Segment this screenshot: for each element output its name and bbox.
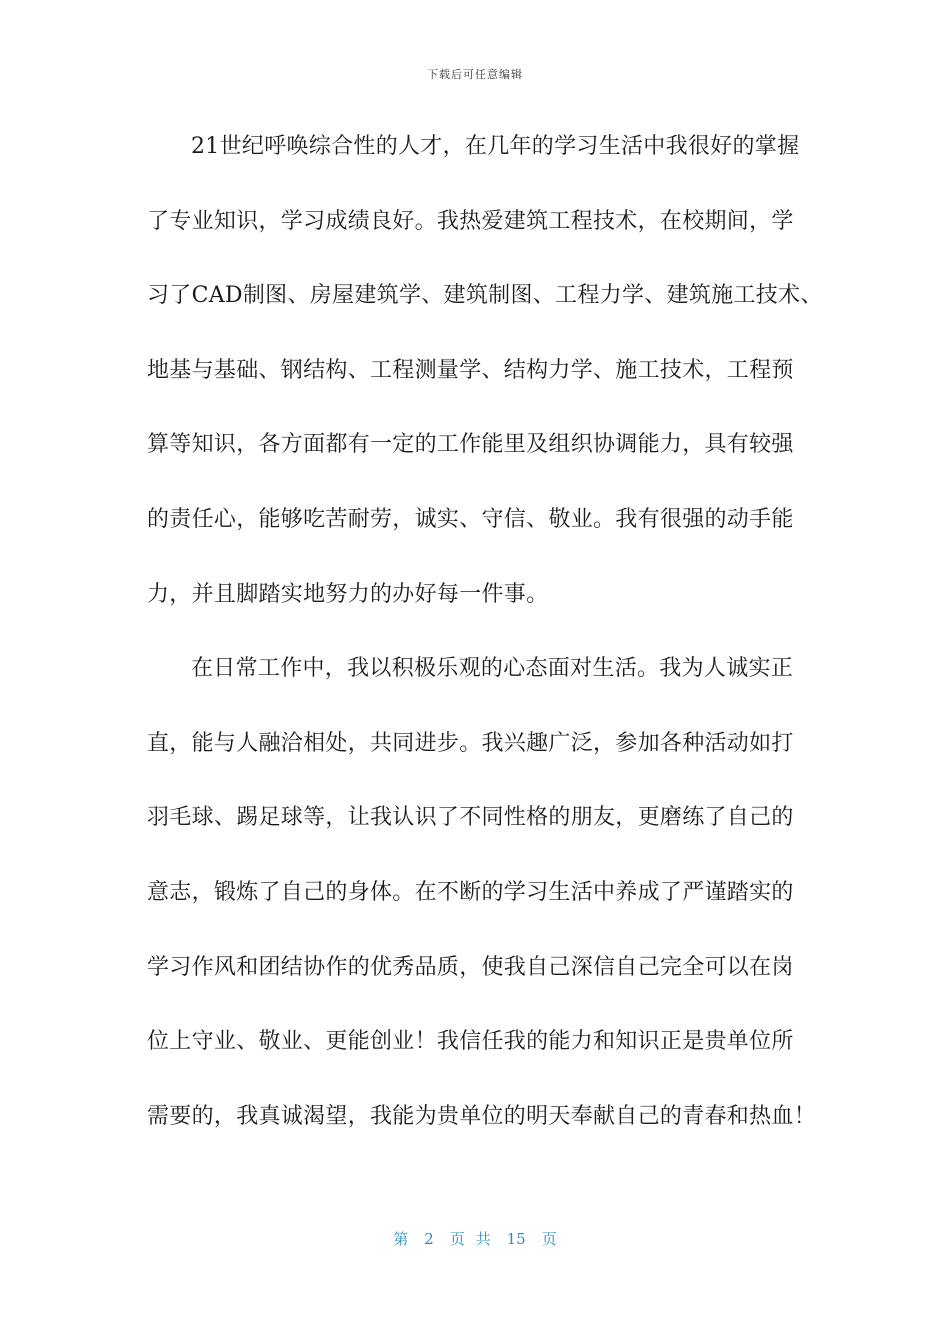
paragraph-2-line-7: 需要的，我真诚渴望，我能为贵单位的明天奉献自己的青春和热血！ <box>147 1103 817 1129</box>
page-header: 下载后可任意编辑 <box>427 68 523 81</box>
footer-prefix: 第 <box>393 1230 409 1248</box>
paragraph-2-line-5: 学习作风和团结协作的优秀品质，使我自己深信自己完全可以在岗 <box>147 954 794 980</box>
paragraph-1-line-1: 21世纪呼唤综合性的人才，在几年的学习生活中我很好的掌握 <box>191 134 800 159</box>
document-body <box>147 127 823 1171</box>
paragraph-1-line-6: 的责任心，能够吃苦耐劳，诚实、守信、敬业。我有很强的动手能 <box>147 506 794 532</box>
paragraph-2-line-4: 意志，锻炼了自己的身体。在不断的学习生活中养成了严谨踏实的 <box>147 879 794 905</box>
paragraph-2-line-6: 位上守业、敬业、更能创业！我信任我的能力和知识正是贵单位所 <box>147 1029 794 1055</box>
footer-middle: 页 共 <box>449 1230 491 1248</box>
paragraph-2-line-2: 直，能与人融洽相处，共同进步。我兴趣广泛，参加各种活动如打 <box>147 730 794 756</box>
page-footer <box>0 1228 950 1249</box>
paragraph-1-line-7: 力，并且脚踏实地努力的办好每一件事。 <box>147 581 549 607</box>
total-pages-number: 15 <box>506 1230 526 1248</box>
paragraph-1-line-5: 算等知识，各方面都有一定的工作能里及组织协调能力，具有较强 <box>147 432 794 458</box>
paragraph-2-line-3: 羽毛球、踢足球等，让我认识了不同性格的朋友，更磨练了自己的 <box>147 805 794 831</box>
paragraph-1-line-3: 习了CAD制图、房屋建筑学、建筑制图、工程力学、建筑施工技术、 <box>147 283 823 309</box>
paragraph-1-line-4: 地基与基础、钢结构、工程测量学、结构力学、施工技术，工程预 <box>147 357 794 383</box>
footer-suffix: 页 <box>541 1230 557 1248</box>
paragraph-2-line-1: 在日常工作中，我以积极乐观的心态面对生活。我为人诚实正 <box>191 656 794 682</box>
paragraph-1-line-2: 了专业知识，学习成绩良好。我热爱建筑工程技术，在校期间，学 <box>147 208 794 234</box>
current-page-number: 2 <box>424 1230 434 1248</box>
